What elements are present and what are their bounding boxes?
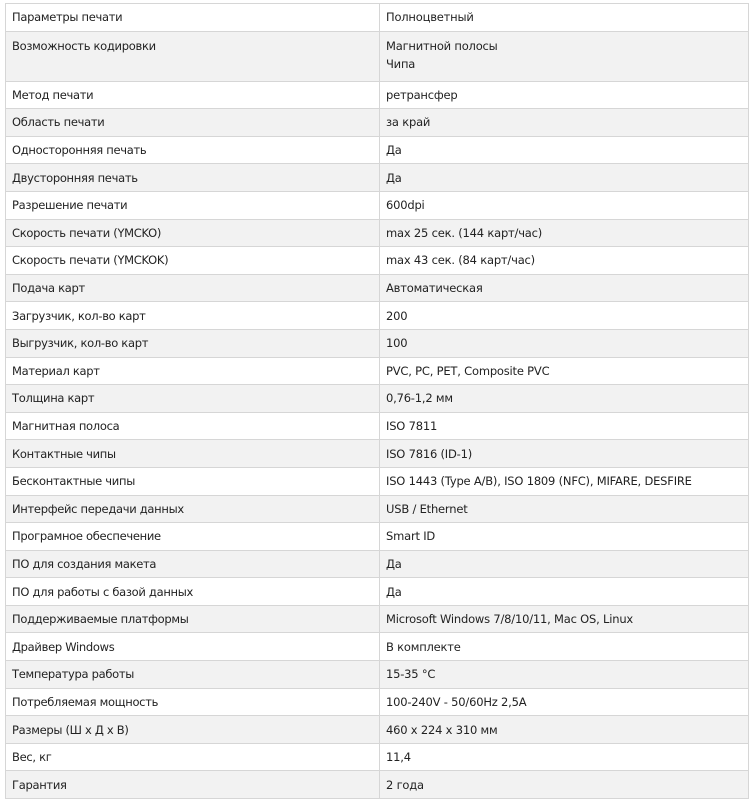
spec-row xyxy=(6,633,749,661)
spec-row xyxy=(6,661,749,689)
spec-label: Интерфейс передачи данных xyxy=(6,495,380,523)
spec-row xyxy=(6,329,749,357)
spec-label: Температура работы xyxy=(6,661,380,689)
spec-value xyxy=(380,550,749,578)
spec-value xyxy=(380,605,749,633)
spec-value xyxy=(380,274,749,302)
spec-value-line: В комплекте xyxy=(386,639,461,654)
spec-row xyxy=(6,523,749,551)
spec-row xyxy=(6,219,749,247)
spec-label: Програмное обеспечение xyxy=(6,523,380,551)
spec-value xyxy=(380,743,749,771)
spec-value-line: Microsoft Windows 7/8/10/11, Mac OS, Linux xyxy=(386,612,634,627)
spec-row xyxy=(6,31,749,81)
spec-value-line: 2 года xyxy=(386,777,424,792)
spec-row xyxy=(6,191,749,219)
spec-row xyxy=(6,81,749,109)
spec-value xyxy=(380,495,749,523)
spec-label: Загрузчик, кол-во карт xyxy=(6,302,380,330)
spec-value xyxy=(380,523,749,551)
spec-value xyxy=(380,247,749,275)
spec-row xyxy=(6,688,749,716)
spec-value xyxy=(380,4,749,32)
spec-row xyxy=(6,164,749,192)
spec-label: Потребляемая мощность xyxy=(6,688,380,716)
spec-row xyxy=(6,302,749,330)
spec-row xyxy=(6,412,749,440)
spec-label: Драйвер Windows xyxy=(6,633,380,661)
spec-label: Разрешение печати xyxy=(6,191,380,219)
spec-value xyxy=(380,109,749,137)
spec-label: ПО для работы с базой данных xyxy=(6,578,380,606)
spec-value xyxy=(380,578,749,606)
spec-label: Бесконтактные чипы xyxy=(6,467,380,495)
spec-row xyxy=(6,578,749,606)
spec-value-line: Да xyxy=(386,143,402,158)
spec-value xyxy=(380,688,749,716)
spec-label: Метод печати xyxy=(6,81,380,109)
spec-label: Контактные чипы xyxy=(6,440,380,468)
spec-value-line: 0,76-1,2 мм xyxy=(386,391,453,406)
spec-value-line: 11,4 xyxy=(386,750,411,765)
specifications-table-body xyxy=(6,4,749,799)
spec-label: Магнитная полоса xyxy=(6,412,380,440)
spec-label: Область печати xyxy=(6,109,380,137)
spec-value-line: max 43 сек. (84 карт/час) xyxy=(386,253,535,268)
spec-row xyxy=(6,550,749,578)
spec-label: Поддерживаемые платформы xyxy=(6,605,380,633)
spec-value-line: за край xyxy=(386,115,431,130)
spec-label: ПО для создания макета xyxy=(6,550,380,578)
spec-value xyxy=(380,164,749,192)
spec-value-line: Полноцветный xyxy=(386,10,474,25)
spec-row xyxy=(6,247,749,275)
spec-label: Гарантия xyxy=(6,771,380,799)
spec-value xyxy=(380,467,749,495)
spec-value-line: Магнитной полосы xyxy=(386,38,498,53)
spec-value xyxy=(380,81,749,109)
spec-value xyxy=(380,191,749,219)
spec-label: Односторонняя печать xyxy=(6,136,380,164)
spec-row xyxy=(6,605,749,633)
spec-value-line: Smart ID xyxy=(386,529,436,544)
spec-value-line: ISO 7811 xyxy=(386,419,438,434)
spec-row xyxy=(6,716,749,744)
spec-value-line: Да xyxy=(386,170,402,185)
spec-value xyxy=(380,329,749,357)
spec-value-line: max 25 сек. (144 карт/час) xyxy=(386,225,543,240)
spec-value-line: 200 xyxy=(386,308,408,323)
spec-value-line: 100-240V - 50/60Hz 2,5A xyxy=(386,694,527,709)
spec-value-line: 600dpi xyxy=(386,198,425,213)
spec-value-line: Да xyxy=(386,584,402,599)
spec-value xyxy=(380,31,749,81)
spec-label: Скорость печати (YMCKOK) xyxy=(6,247,380,275)
spec-row xyxy=(6,109,749,137)
spec-value-line: ISO 7816 (ID-1) xyxy=(386,446,473,461)
spec-value xyxy=(380,412,749,440)
spec-value xyxy=(380,633,749,661)
spec-label: Параметры печати xyxy=(6,4,380,32)
spec-label: Толщина карт xyxy=(6,385,380,413)
spec-value-line: ISO 1443 (Type A/B), ISO 1809 (NFC), MIFARE, DESFIRE xyxy=(386,474,692,489)
spec-value-line: ретрансфер xyxy=(386,87,458,102)
spec-row xyxy=(6,771,749,799)
spec-value xyxy=(380,357,749,385)
spec-row xyxy=(6,4,749,32)
spec-label: Материал карт xyxy=(6,357,380,385)
spec-value-line: Чипа xyxy=(386,56,416,71)
spec-value-line: 460 x 224 x 310 мм xyxy=(386,722,498,737)
spec-row xyxy=(6,440,749,468)
spec-value-line: Да xyxy=(386,556,402,571)
spec-value xyxy=(380,302,749,330)
spec-value-line: Автоматическая xyxy=(386,281,483,296)
spec-value-line: PVC, PC, PET, Composite PVC xyxy=(386,363,550,378)
spec-label: Скорость печати (YMCKO) xyxy=(6,219,380,247)
spec-label: Выгрузчик, кол-во карт xyxy=(6,329,380,357)
spec-row xyxy=(6,495,749,523)
spec-row xyxy=(6,274,749,302)
spec-row xyxy=(6,136,749,164)
spec-row xyxy=(6,467,749,495)
spec-label: Двусторонняя печать xyxy=(6,164,380,192)
spec-row xyxy=(6,357,749,385)
specifications-table xyxy=(5,3,749,799)
spec-value xyxy=(380,661,749,689)
spec-value xyxy=(380,219,749,247)
spec-value xyxy=(380,385,749,413)
spec-value xyxy=(380,716,749,744)
spec-row xyxy=(6,743,749,771)
spec-label: Вес, кг xyxy=(6,743,380,771)
spec-value xyxy=(380,136,749,164)
spec-value-line: 15-35 °C xyxy=(386,667,436,682)
spec-row xyxy=(6,385,749,413)
spec-value xyxy=(380,440,749,468)
spec-label: Возможность кодировки xyxy=(6,31,380,81)
spec-value xyxy=(380,771,749,799)
spec-value-line: USB / Ethernet xyxy=(386,501,468,516)
spec-value-line: 100 xyxy=(386,336,408,351)
spec-label: Подача карт xyxy=(6,274,380,302)
spec-label: Размеры (Ш x Д x В) xyxy=(6,716,380,744)
